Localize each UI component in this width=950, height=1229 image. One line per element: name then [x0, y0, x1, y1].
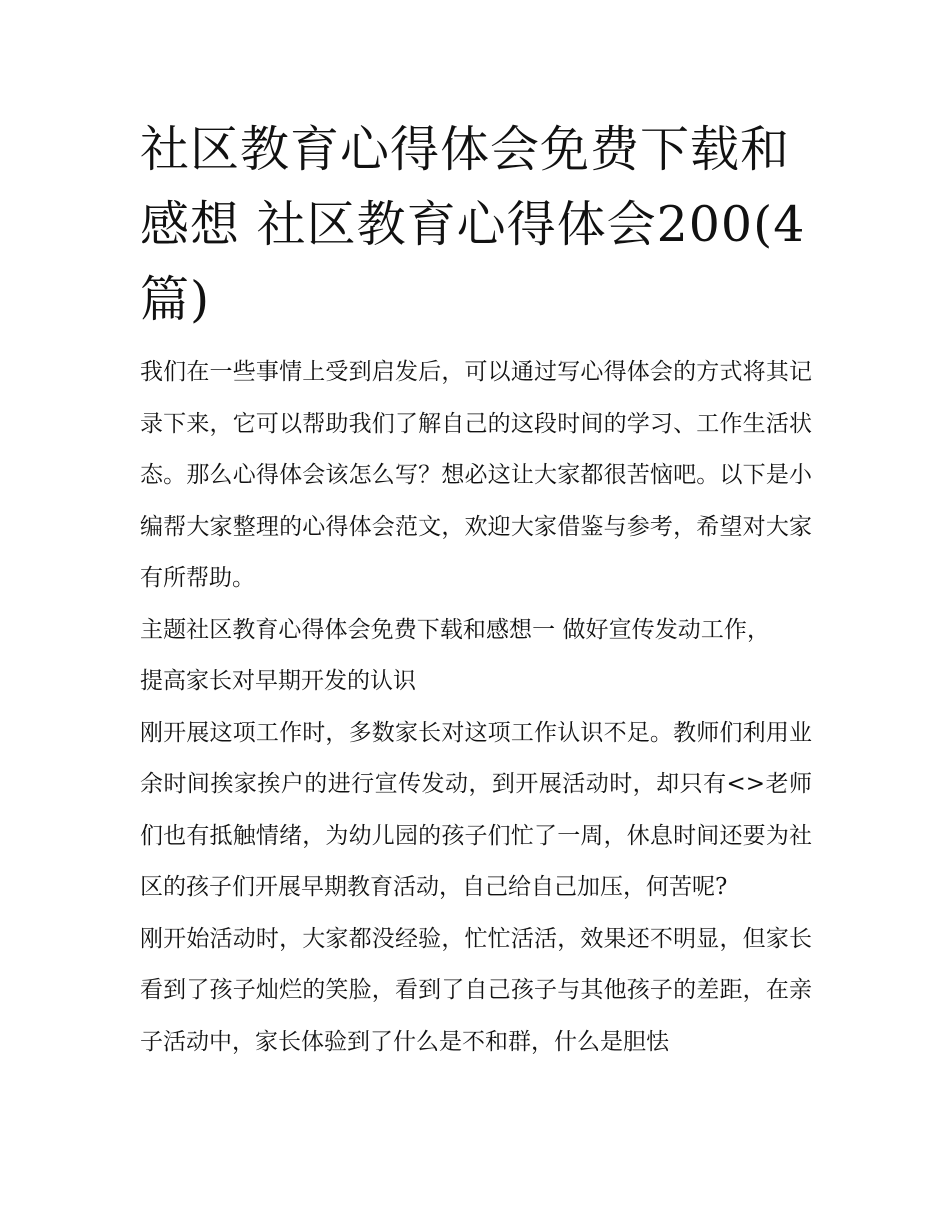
document-page — [140, 112, 812, 1068]
paragraph-section-heading: 主题社区教育心得体会免费下载和感想一 做好宣传发动工作，提高家长对早期开发的认识 — [140, 616, 770, 694]
paragraph-body-2: 刚开始活动时，大家都没经验，忙忙活活，效果还不明显，但家长看到了孩子灿烂的笑脸，看到了自己孩子与其他孩子的差距，在亲子活动中，家长体验到了什么是不和群，什么是胆怯 — [140, 925, 812, 1055]
document-title: 社区教育心得体会免费下载和感想 社区教育心得体会200(4篇) — [140, 121, 806, 328]
paragraph-body-1: 刚开展这项工作时，多数家长对这项工作认识不足。教师们利用业余时间挨家挨户的进行宣传发动，到开展活动时，却只有<>老师们也有抵触情绪，为幼儿园的孩子们忙了一周，休息时间还要为社区的孩子们开展早期教育活动，自己给自己加压，何苦呢? — [140, 719, 812, 900]
paragraph-intro: 我们在一些事情上受到启发后，可以通过写心得体会的方式将其记录下来，它可以帮助我们了解自己的这段时间的学习、工作生活状态。那么心得体会该怎么写？想必这让大家都很苦恼吧。以下是小编帮大家整理的心得体会范文，欢迎大家借鉴与参考，希望对大家有所帮助。 — [140, 359, 812, 591]
